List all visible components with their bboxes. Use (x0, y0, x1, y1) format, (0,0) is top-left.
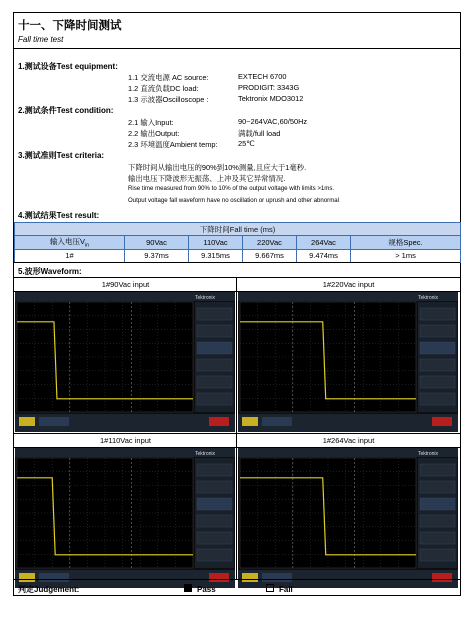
scope-side-block (197, 359, 232, 371)
equipment-heading: 1.测试设备Test equipment: (18, 62, 118, 71)
channel-badge (19, 417, 35, 426)
scope-side-block (197, 325, 232, 337)
oscilloscope-screen-2 (238, 292, 458, 432)
scope-status-block (262, 417, 292, 426)
table-cell-220vac: 9.667ms (243, 249, 297, 262)
condition-value-1: 90~264VAC,60/50Hz (238, 117, 308, 126)
scope-side-block (420, 549, 455, 561)
scope-side-block (420, 342, 455, 354)
scope-side-block (197, 308, 232, 320)
scope-brand: Tektronix (418, 295, 439, 301)
scope-side-block (420, 515, 455, 527)
column-header-264vac: 264Vac (297, 236, 351, 250)
run-stop-indicator (432, 573, 452, 582)
scope-side-block (420, 532, 455, 544)
scope-brand: Tektronix (195, 295, 216, 301)
pass-label: Pass (197, 585, 216, 594)
waveform-label-4: 1#264Vac input (322, 436, 375, 445)
waveform-label-1: 1#90Vac input (101, 280, 150, 289)
table-cell-sample: 1# (15, 249, 125, 262)
scope-status-block (39, 573, 69, 582)
scope-side-block (197, 342, 232, 354)
table-cell-110vac: 9.315ms (189, 249, 243, 262)
waveform-label-2: 1#220Vac input (322, 280, 375, 289)
waveform-heading: 5.波形Waveform: (18, 267, 82, 276)
scope-brand: Tektronix (195, 451, 216, 457)
scope-side-block (197, 498, 232, 510)
scope-side-block (197, 376, 232, 388)
waveform-label-3: 1#110Vac input (99, 436, 151, 445)
report-frame (13, 12, 461, 596)
column-header-220vac: 220Vac (243, 236, 297, 250)
page-subtitle: Fall time test (18, 35, 64, 44)
criteria-line-4: Output voltage fall waveform have no oscillation or uprush and other abnormal (128, 197, 340, 204)
scope-side-block (420, 308, 455, 320)
scope-brand: Tektronix (418, 451, 439, 457)
equipment-value-3: Tektronix MDO3012 (238, 94, 304, 103)
column-header-text: 输入电压V (50, 237, 86, 246)
divider (14, 433, 460, 434)
criteria-heading: 3.测试准则Test criteria: (18, 151, 105, 160)
oscilloscope-screen-3 (15, 448, 235, 588)
equipment-value-1: EXTECH 6700 (238, 72, 287, 81)
conditions-heading: 2.测试条件Test condition: (18, 106, 114, 115)
result-table (14, 222, 461, 263)
divider (236, 277, 237, 579)
fail-checkbox[interactable] (266, 584, 274, 592)
divider (14, 277, 460, 278)
scope-side-block (197, 532, 232, 544)
scope-side-block (420, 376, 455, 388)
scope-status-block (39, 417, 69, 426)
column-header-spec: 规格Spec. (351, 236, 461, 250)
equipment-label-1: 1.1 交流电源 AC source: (128, 73, 209, 82)
criteria-line-1: 下降时间从输出电压的90%到10%测量,且应大于1毫秒. (128, 163, 307, 172)
scope-side-block (420, 359, 455, 371)
divider (14, 579, 460, 580)
column-header-110vac: 110Vac (189, 236, 243, 250)
criteria-line-3: Rise time measured from 90% to 10% of the output voltage with limits >1ms. (128, 185, 335, 192)
run-stop-indicator (209, 573, 229, 582)
condition-value-3: 25℃ (238, 139, 255, 148)
scope-side-block (197, 515, 232, 527)
pass-option[interactable] (184, 584, 216, 594)
scope-side-block (420, 464, 455, 476)
channel-badge (19, 573, 35, 582)
oscilloscope-display (15, 292, 235, 432)
oscilloscope-display (238, 292, 458, 432)
equipment-label-3: 1.3 示波器Oscilloscope : (128, 95, 209, 104)
condition-value-2: 满载/full load (238, 129, 281, 138)
fail-label: Fail (279, 585, 293, 594)
column-header-input-voltage (15, 236, 125, 250)
scope-side-block (197, 393, 232, 405)
oscilloscope-display (15, 448, 235, 588)
result-heading: 4.测试结果Test result: (18, 211, 100, 220)
judgement-label: 判定Judgement: (18, 585, 80, 594)
scope-side-block (197, 549, 232, 561)
table-cell-spec: > 1ms (351, 249, 461, 262)
scope-status-block (262, 573, 292, 582)
condition-label-2: 2.2 输出Output: (128, 129, 180, 138)
scope-side-block (197, 464, 232, 476)
condition-label-3: 2.3 环境温度Ambient temp: (128, 140, 218, 149)
table-cell-90vac: 9.37ms (125, 249, 189, 262)
run-stop-indicator (209, 417, 229, 426)
fail-option[interactable] (266, 584, 293, 594)
page-title: 十一、下降时间测试 (18, 20, 122, 32)
table-cell-264vac: 9.474ms (297, 249, 351, 262)
oscilloscope-screen-1 (15, 292, 235, 432)
criteria-line-2: 输出电压下降波形无振荡、上冲及其它异常情况. (128, 174, 286, 183)
scope-side-block (197, 481, 232, 493)
result-table-title: 下降时间Fall time (ms) (15, 223, 461, 236)
equipment-label-2: 1.2 直流负载DC load: (128, 84, 199, 93)
divider (14, 262, 460, 263)
condition-label-1: 2.1 输入Input: (128, 118, 174, 127)
channel-badge (242, 417, 258, 426)
column-header-90vac: 90Vac (125, 236, 189, 250)
pass-checkbox[interactable] (184, 584, 192, 592)
scope-side-block (420, 393, 455, 405)
equipment-value-2: PRODIGIT: 3343G (238, 83, 300, 92)
scope-side-block (420, 498, 455, 510)
oscilloscope-screen-4 (238, 448, 458, 588)
run-stop-indicator (432, 417, 452, 426)
scope-side-block (420, 325, 455, 337)
channel-badge (242, 573, 258, 582)
oscilloscope-display (238, 448, 458, 588)
column-header-subscript: in (85, 242, 89, 249)
scope-side-block (420, 481, 455, 493)
divider (14, 48, 460, 49)
